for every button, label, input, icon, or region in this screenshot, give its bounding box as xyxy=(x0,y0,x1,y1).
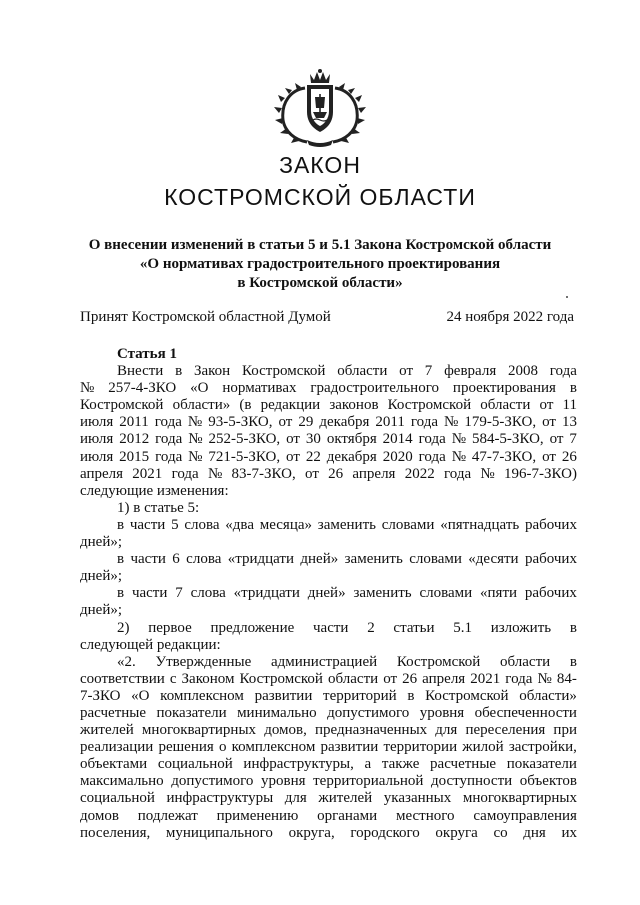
article-line: Внести в Закон Костромской области от 7 февраля 2008 года xyxy=(117,363,577,380)
article-line: поселения, муниципального округа, городского округа со дня их xyxy=(80,824,577,841)
article-line: объектами социальной инфраструктуры, а также расчетные показатели xyxy=(80,756,577,773)
article-line: № 257-4-ЗКО «О нормативах градостроительного проектирования в xyxy=(80,380,577,397)
law-subject-line: в Костромской области» xyxy=(237,275,403,291)
article-line: Костромской области» (в редакции законов Костромской области от 11 xyxy=(80,397,577,414)
article-line: максимально допустимого уровня территориальной доступности объектов xyxy=(80,773,577,790)
adoption-date: 24 ноября 2022 года xyxy=(446,309,574,325)
law-subject-line: «О нормативах градостроительного проектирования xyxy=(139,256,501,272)
article-line: расчетные показатели минимально допустимого уровня обеспеченности xyxy=(80,704,577,721)
article-line: апреля 2021 года № 83-7-ЗКО, от 26 апреля 2022 года № 196-7-ЗКО) xyxy=(80,465,577,482)
article-line: в части 5 слова «два месяца» заменить словами «пятнадцать рабочих xyxy=(117,516,577,533)
law-title-line-1: ЗАКОН xyxy=(279,152,361,178)
article-line: июля 2011 года № 93-5-ЗКО, от 29 декабря 2011 года № 179-5-ЗКО, от 13 xyxy=(80,414,577,431)
article-line: 2) первое предложение части 2 статьи 5.1 изложить в xyxy=(117,619,577,636)
article-line: дней»; xyxy=(80,568,123,585)
article-line: социальной инфраструктуры для жителей указанных многоквартирных xyxy=(80,790,577,807)
article-line: следующей редакции: xyxy=(80,636,221,653)
article-line: 1) в статье 5: xyxy=(117,499,200,516)
coat-of-arms-emblem xyxy=(271,68,369,148)
article-line: жителей многоквартирных домов, предназначенных для переселения при xyxy=(80,722,577,739)
scan-speck xyxy=(566,296,568,298)
article-line: июля 2012 года № 252-5-ЗКО, от 30 октября 2014 года № 584-5-ЗКО, от 7 xyxy=(80,431,577,448)
article-line: реализации решения о комплексном развитии территории жилой застройки, xyxy=(80,739,577,756)
article-heading: Статья 1 xyxy=(117,346,177,362)
article-body xyxy=(80,346,577,842)
article-line: дней»; xyxy=(80,534,123,551)
adopted-by: Принят Костромской областной Думой xyxy=(80,309,331,325)
law-subject-line: О внесении изменений в статьи 5 и 5.1 Закона Костромской области xyxy=(88,237,552,253)
law-subject xyxy=(0,236,640,293)
article-line: июля 2015 года № 721-5-ЗКО, от 22 декабря 2020 года № 47-7-ЗКО, от 26 xyxy=(80,448,577,465)
article-line: «2. Утвержденные администрацией Костромской области в xyxy=(117,653,577,670)
article-line: следующие изменения: xyxy=(80,482,229,499)
article-line: в части 6 слова «тридцати дней» заменить словами «десяти рабочих xyxy=(117,551,577,568)
article-line: 7-ЗКО «О комплексном развитии территорий в Костромской области» xyxy=(80,687,577,704)
article-line: домов подлежат применению органами местного самоуправления xyxy=(80,807,577,824)
law-title-line-2: КОСТРОМСКОЙ ОБЛАСТИ xyxy=(164,184,476,210)
article-line: соответствии с Законом Костромской области от 26 апреля 2021 года № 84- xyxy=(80,670,577,687)
article-line: в части 7 слова «тридцати дней» заменить словами «пяти рабочих xyxy=(117,585,577,602)
article-line: дней»; xyxy=(80,602,123,619)
